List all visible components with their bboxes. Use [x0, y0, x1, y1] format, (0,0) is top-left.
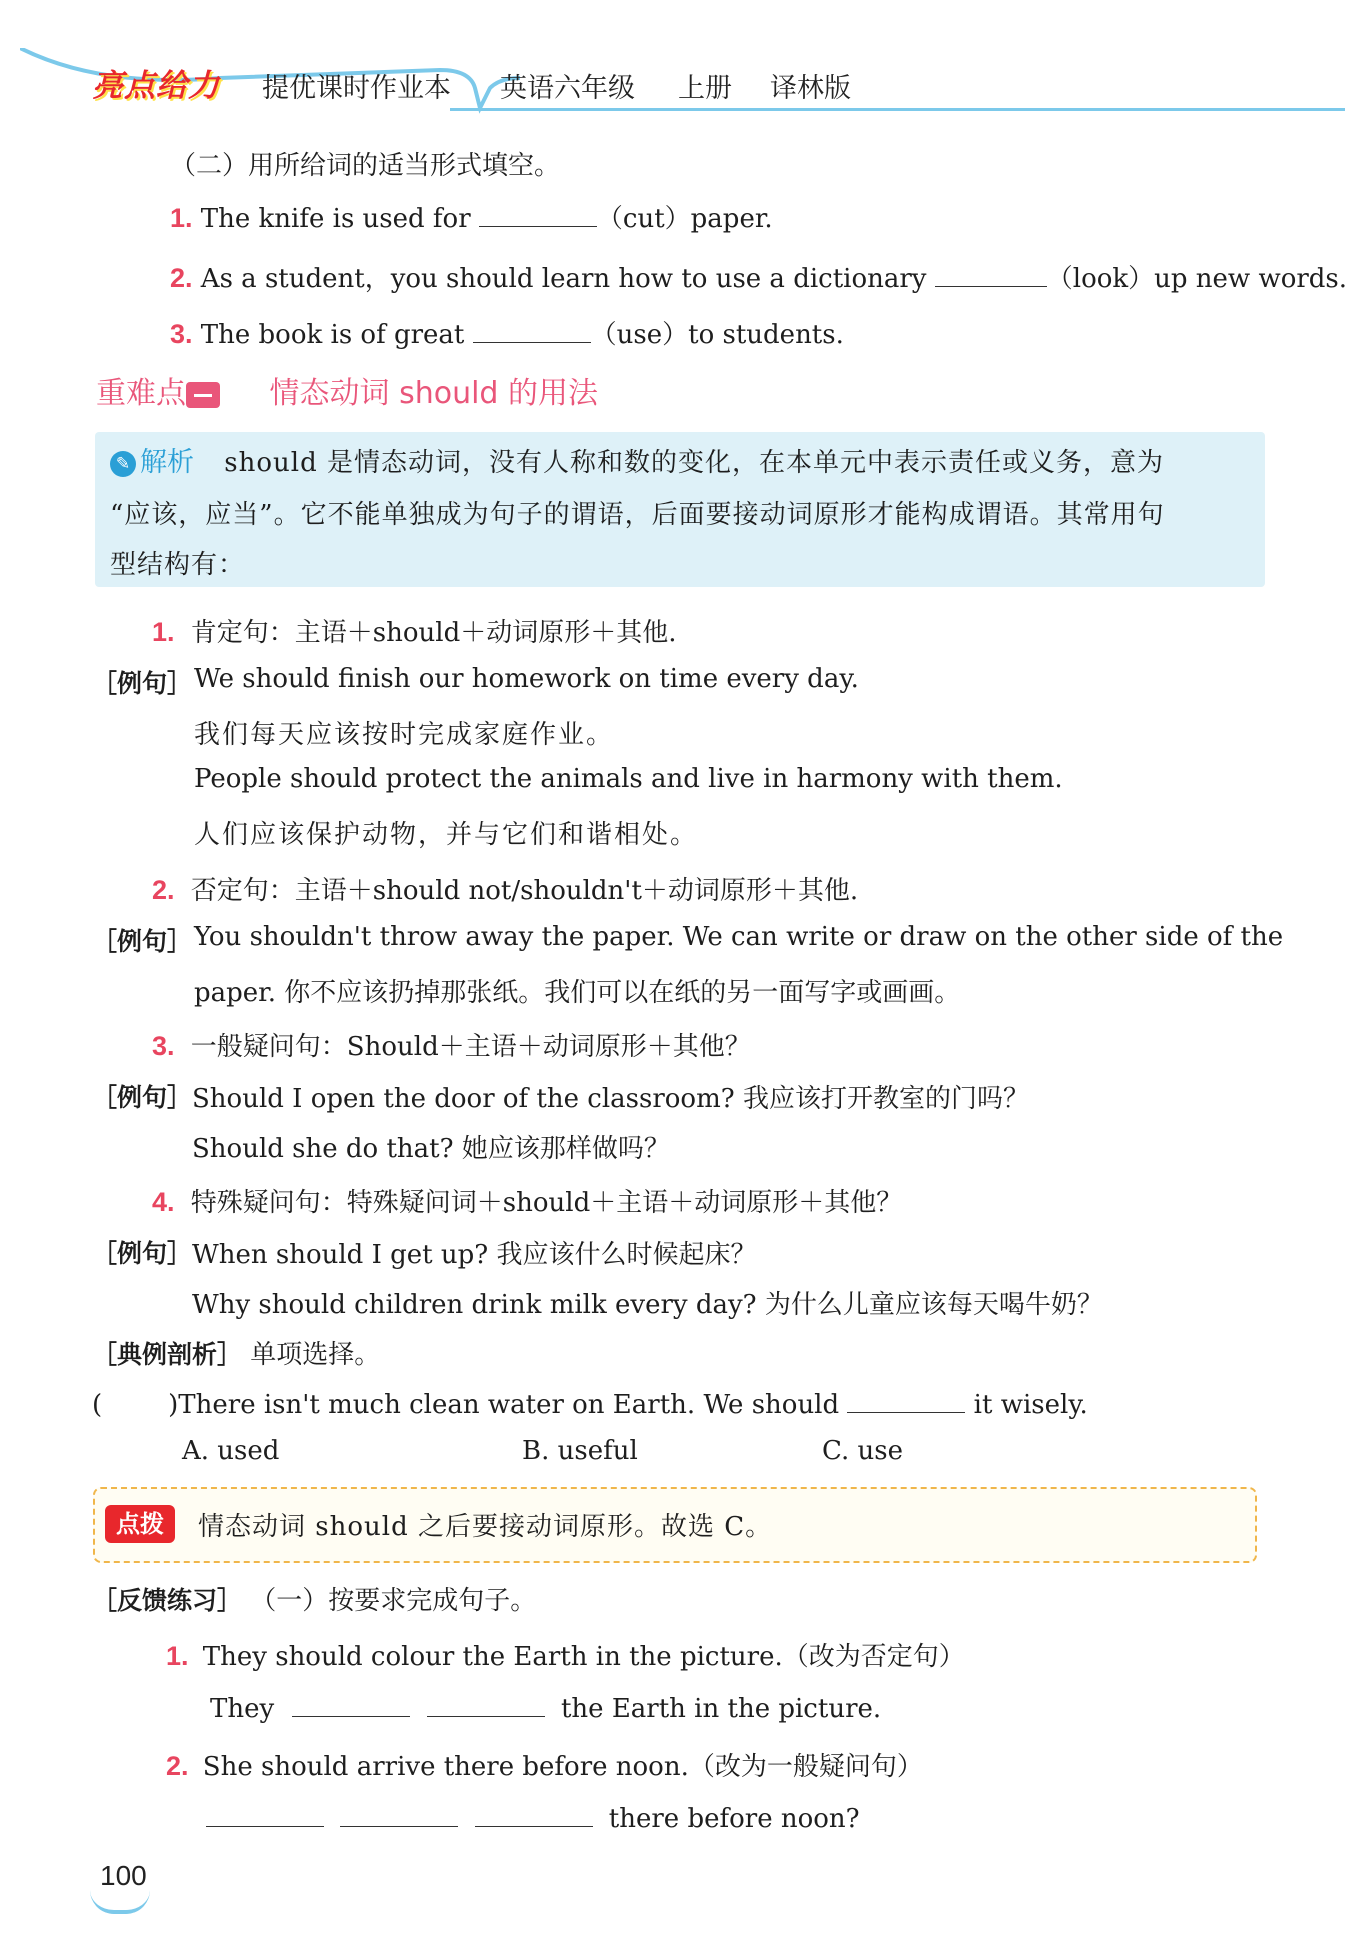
item-number: 3. [170, 319, 193, 349]
example-sentence: You shouldn't throw away the paper. We can write or draw on the other side of the [194, 922, 1284, 952]
worked-example-tag: ［典例剖析］ [92, 1340, 243, 1369]
option-c[interactable]: C. use [822, 1436, 903, 1466]
analysis-label: ✎ 解析 [110, 447, 194, 478]
section-title: 情态动词 should 的用法 [269, 376, 599, 411]
analysis-line-1 [110, 440, 1164, 479]
brand-logo: 亮点给力 [92, 68, 220, 104]
answer-blank[interactable] [206, 1800, 324, 1827]
answer-suffix: the Earth in the picture. [560, 1694, 882, 1724]
item-text-after: （look）up new words. [1046, 264, 1348, 294]
practice-instruction: （一）按要求完成句子。 [250, 1586, 537, 1616]
analysis-line-3: 型结构有： [110, 550, 246, 580]
item-number: 2. [166, 1751, 189, 1781]
pattern-1 [152, 612, 677, 649]
item-text-before: The knife is used for [200, 204, 479, 234]
pattern-text: 否定句：主语＋should not/shouldn't＋动词原形＋其他. [190, 876, 859, 906]
option-a[interactable]: A. used [182, 1436, 280, 1466]
tip-badge: 点拨 [105, 1505, 175, 1543]
tip-text: 情态动词 should 之后要接动词原形。故选 C。 [198, 1512, 773, 1542]
worked-example-question [92, 1386, 1088, 1420]
item-text: She should arrive there before noon.（改为一般疑问句） [202, 1752, 923, 1782]
volume-label: 上册 [678, 73, 732, 104]
pattern-number: 1. [152, 617, 175, 647]
practice-item-1 [166, 1636, 965, 1673]
question-text: )There isn't much clean water on Earth. We should [168, 1390, 848, 1420]
item-number: 1. [170, 203, 193, 233]
subject-label: 英语六年级 [500, 73, 635, 104]
answer-blank[interactable] [292, 1690, 410, 1717]
edition-label: 译林版 [770, 73, 851, 104]
answer-prefix: They [210, 1694, 275, 1724]
example-sentence: We should finish our homework on time every day. [194, 664, 859, 694]
example-sentence: Why should children drink milk every day? 为什么儿童应该每天喝牛奶？ [192, 1290, 1103, 1320]
analysis-line-2: “应该，应当”。它不能单独成为句子的谓语，后面要接动词原形才能构成谓语。其常用句 [110, 500, 1165, 530]
item-number: 2. [170, 263, 193, 293]
pattern-text: 一般疑问句：Should＋主语＋动词原形＋其他？ [190, 1032, 751, 1062]
item-text-after: （cut）paper. [596, 204, 773, 234]
series-title: 提优课时作业本 [262, 73, 451, 104]
pattern-number: 4. [152, 1187, 175, 1217]
question-text-end: it wisely. [965, 1390, 1088, 1420]
item-number: 1. [166, 1641, 189, 1671]
practice-tag: ［反馈练习］ [92, 1586, 243, 1615]
example-tag: ［例句］ [92, 669, 193, 698]
page-number-swoosh [90, 1890, 150, 1914]
answer-suffix: there before noon? [608, 1804, 860, 1834]
key-icon: ✎ [110, 451, 136, 477]
pattern-3 [152, 1026, 751, 1063]
part2-title: （二）用所给词的适当形式填空。 [170, 151, 561, 181]
answer-paren-open: ( [92, 1390, 103, 1420]
practice-item-2 [166, 1746, 923, 1783]
option-b[interactable]: B. useful [522, 1436, 638, 1466]
answer-blank[interactable] [475, 1800, 593, 1827]
example-tag: ［例句］ [92, 1239, 193, 1268]
example-tag: ［例句］ [92, 1083, 193, 1112]
section-heading [96, 368, 598, 412]
analysis-text: should 是情态动词，没有人称和数的变化，在本单元中表示责任或义务，意为 [224, 448, 1164, 478]
worked-example-heading [92, 1334, 380, 1371]
item-text-before: The book is of great [200, 320, 473, 350]
part2-item-1 [170, 198, 773, 235]
example-translation: 人们应该保护动物，并与它们和谐相处。 [194, 820, 699, 850]
answer-blank[interactable] [427, 1690, 545, 1717]
example-sentence: When should I get up? 我应该什么时候起床？ [192, 1240, 757, 1270]
part2-item-3 [170, 314, 844, 351]
item-text-after: （use）to students. [590, 320, 844, 350]
pattern-text: 肯定句：主语＋should＋动词原形＋其他. [190, 618, 677, 648]
worked-example-instruction: 单项选择。 [250, 1340, 381, 1370]
answer-blank[interactable] [847, 1386, 965, 1413]
example-sentence: Should she do that? 她应该那样做吗？ [192, 1134, 670, 1164]
practice-heading [92, 1580, 536, 1617]
pattern-4 [152, 1182, 902, 1219]
part2-item-2 [170, 258, 1347, 295]
pattern-text: 特殊疑问句：特殊疑问词＋should＋主语＋动词原形＋其他？ [190, 1188, 903, 1218]
answer-blank[interactable] [935, 260, 1047, 287]
practice-answer-1 [210, 1690, 881, 1724]
pattern-2 [152, 870, 858, 907]
answer-blank[interactable] [479, 200, 597, 227]
pattern-number: 3. [152, 1031, 175, 1061]
example-sentence: People should protect the animals and live in harmony with them. [194, 764, 1063, 794]
page-number: 100 [100, 1860, 147, 1891]
section-label: 重难点 [96, 376, 186, 411]
example-tag: ［例句］ [92, 927, 193, 956]
section-number-badge [186, 382, 220, 408]
practice-answer-2 [206, 1800, 860, 1834]
example-translation: 我们每天应该按时完成家庭作业。 [194, 720, 615, 750]
answer-blank[interactable] [473, 316, 591, 343]
header-rule [450, 108, 1345, 111]
pattern-number: 2. [152, 875, 175, 905]
example-sentence: Should I open the door of the classroom? 我应该打开教室的门吗？ [192, 1084, 1029, 1114]
item-text: They should colour the Earth in the picture.（改为否定句） [202, 1642, 965, 1672]
answer-blank[interactable] [340, 1800, 458, 1827]
item-text-before: As a student，you should learn how to use a dictionary [200, 264, 935, 294]
example-sentence: paper. 你不应该扔掉那张纸。我们可以在纸的另一面写字或画画。 [194, 978, 961, 1008]
